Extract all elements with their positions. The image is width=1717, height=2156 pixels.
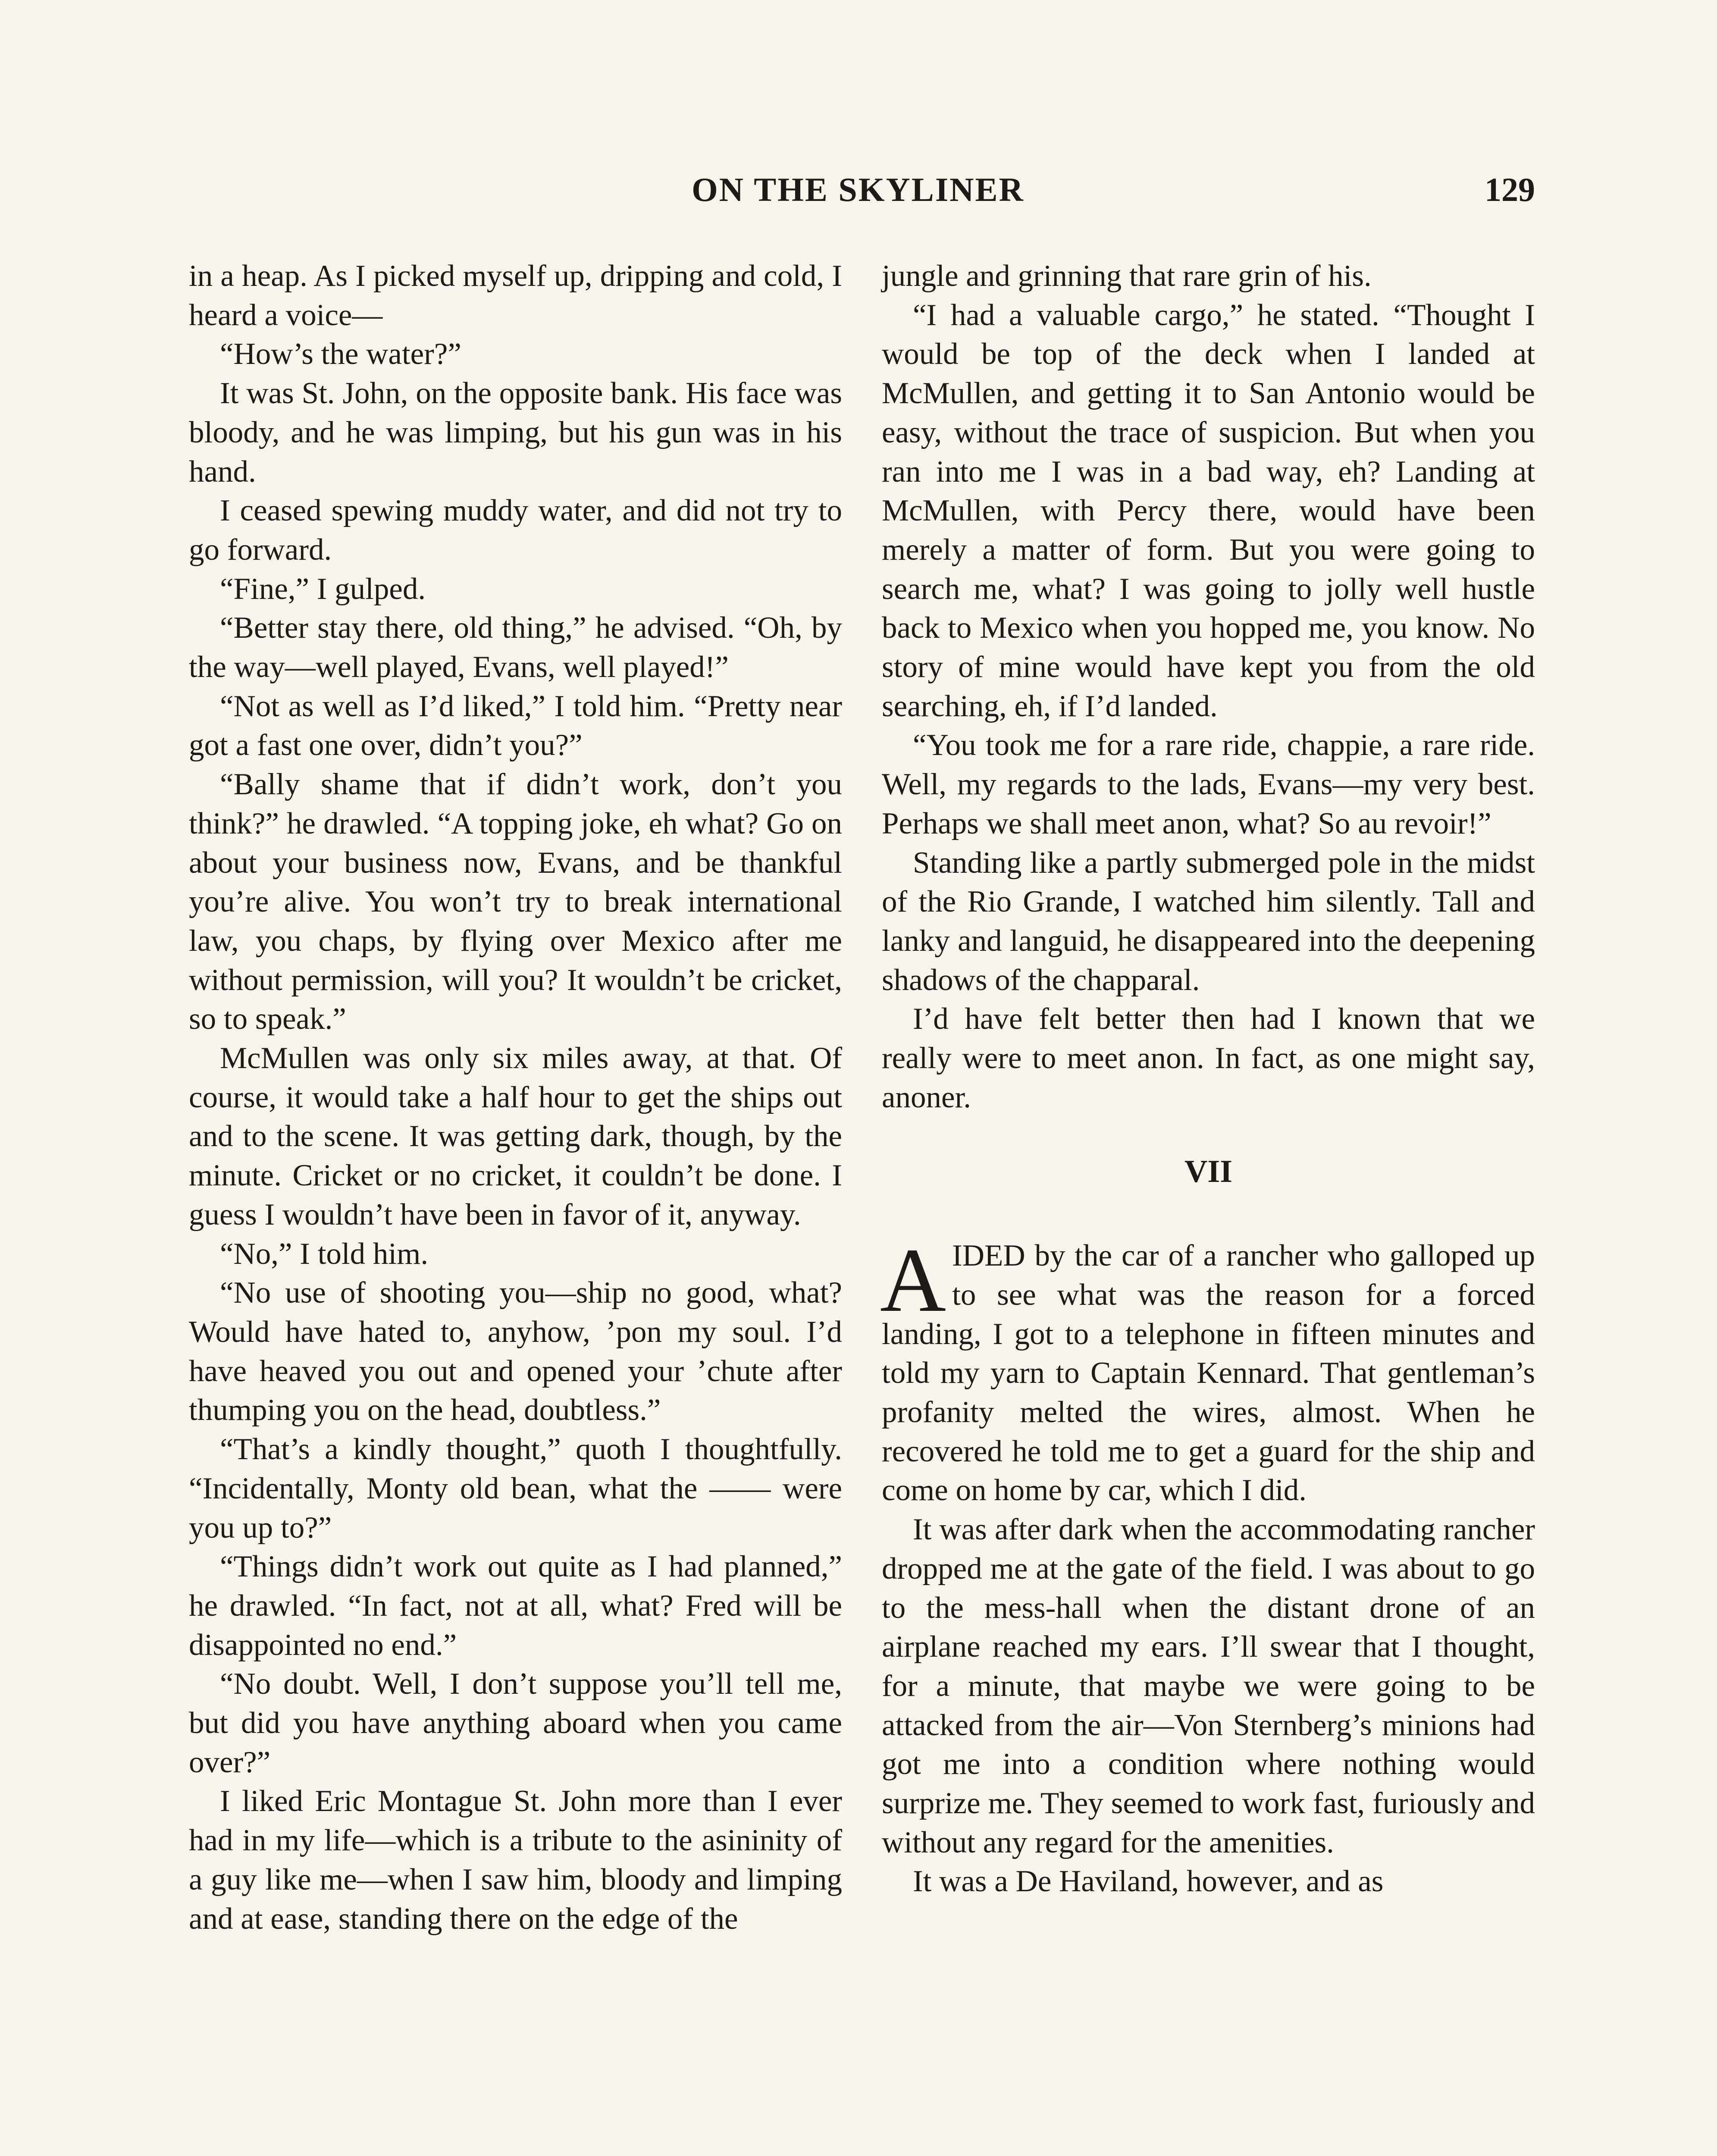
paragraph: I liked Eric Montague St. John more than I ever had in my life—which is a tribute to the asininity of a guy like me—when I saw him, bloody and limping and at ease, standing there on the edge of the <box>189 1784 842 1936</box>
paragraph: I’d have felt better then had I known that we really were to meet anon. In fact, as one might say, anoner. <box>882 1002 1535 1114</box>
paragraph: Standing like a partly submerged pole in the midst of the Rio Grande, I watched him silently. Tall and lanky and languid, he disappeared into the deepening shadows of the chapparal. <box>882 846 1535 997</box>
right-column <box>882 257 1535 1901</box>
section-heading: VII <box>1184 1154 1233 1190</box>
paragraph: It was a De Haviland, however, and as <box>913 1865 1384 1899</box>
paragraph: “Things didn’t work out quite as I had planned,” he drawled. “In fact, not at all, what? Fred will be disappointed no end.” <box>189 1550 842 1662</box>
paragraph: “No,” I told him. <box>220 1237 429 1271</box>
paragraph: “No use of shooting you—ship no good, what? Would have hated to, anyhow, ’pon my soul. I’d have heaved you out and opened your ’chute after thumping you on the head, doubtless.” <box>189 1276 842 1427</box>
paragraph: in a heap. As I picked myself up, dripping and cold, I heard a voice— <box>189 259 842 332</box>
paragraph: jungle and grinning that rare grin of his. <box>882 259 1372 293</box>
paragraph: “Not as well as I’d liked,” I told him. “Pretty near got a fast one over, didn’t you?” <box>189 689 842 762</box>
page-number: 129 <box>1485 171 1535 208</box>
paragraph: “Bally shame that if didn’t work, don’t you think?” he drawled. “A topping joke, eh what? Go on about your business now, Evans, and be thankful you’re alive. You won’t try to break international law, you chaps, by flying over Mexico after me without permission, will you? It wouldn’t be cricket, so to speak.” <box>189 768 842 1036</box>
paragraph: “Better stay there, old thing,” he advised. “Oh, by the way—well played, Evans, well played!” <box>189 611 842 684</box>
left-column <box>189 257 842 1938</box>
running-head: ON THE SKYLINER <box>692 171 1025 208</box>
dropcap-letter: A <box>880 1229 946 1331</box>
paragraph: McMullen was only six miles away, at that. Of course, it would take a half hour to get the ships out and to the scene. It was getting dark, though, by the minute. Cricket or no cricket, it couldn’t be done. I guess I wouldn’t have been in favor of it, anyway. <box>189 1041 842 1232</box>
paragraph: It was after dark when the accommodating rancher dropped me at the gate of the field. I was about to go to the mess-hall when the distant drone of an airplane reached my ears. I’ll swear that I thought, for a minute, that maybe we were going to be attacked from the air—Von Sternberg’s minions had got me into a condition where nothing would surprize me. They seemed to work fast, furiously and without any regard for the amenities. <box>882 1513 1535 1859</box>
paragraph: “Fine,” I gulped. <box>220 572 426 606</box>
paragraph: “How’s the water?” <box>220 337 461 371</box>
dropcap-paragraph-text: IDED by the car of a rancher who galloped up to see what was the reason for a forced landing, I got to a telephone in fifteen minutes and told my yarn to Captain Kennard. That gentleman’s profanity melted the wires, almost. When he recovered he told me to get a guard for the ship and come on home by car, which I did. <box>882 1239 1535 1507</box>
paragraph: I ceased spewing muddy water, and did not try to go forward. <box>189 494 842 567</box>
paragraph: “You took me for a rare ride, chappie, a rare ride. Well, my regards to the lads, Evans—my very best. Perhaps we shall meet anon, what? So au revoir!” <box>882 728 1535 840</box>
paragraph: “That’s a kindly thought,” quoth I thoughtfully. “Incidentally, Monty old bean, what the —— were you up to?” <box>189 1432 842 1545</box>
page-header <box>181 170 1535 218</box>
paragraph: It was St. John, on the opposite bank. His face was bloody, and he was limping, but his gun was in his hand. <box>189 376 842 489</box>
paragraph: “I had a valuable cargo,” he stated. “Thought I would be top of the deck when I landed at McMullen, and getting it to San Antonio would be easy, without the trace of suspicion. But when you ran into me I was in a bad way, eh? Landing at McMullen, with Percy there, would have been merely a matter of form. But you were going to search me, what? I was going to jolly well hustle back to Mexico when you hopped me, you know. No story of mine would have kept you from the old searching, eh, if I’d landed. <box>882 298 1535 723</box>
dropcap-paragraph <box>880 1229 1535 1510</box>
paragraph: “No doubt. Well, I don’t suppose you’ll tell me, but did you have anything aboard when you came over?” <box>189 1667 842 1779</box>
